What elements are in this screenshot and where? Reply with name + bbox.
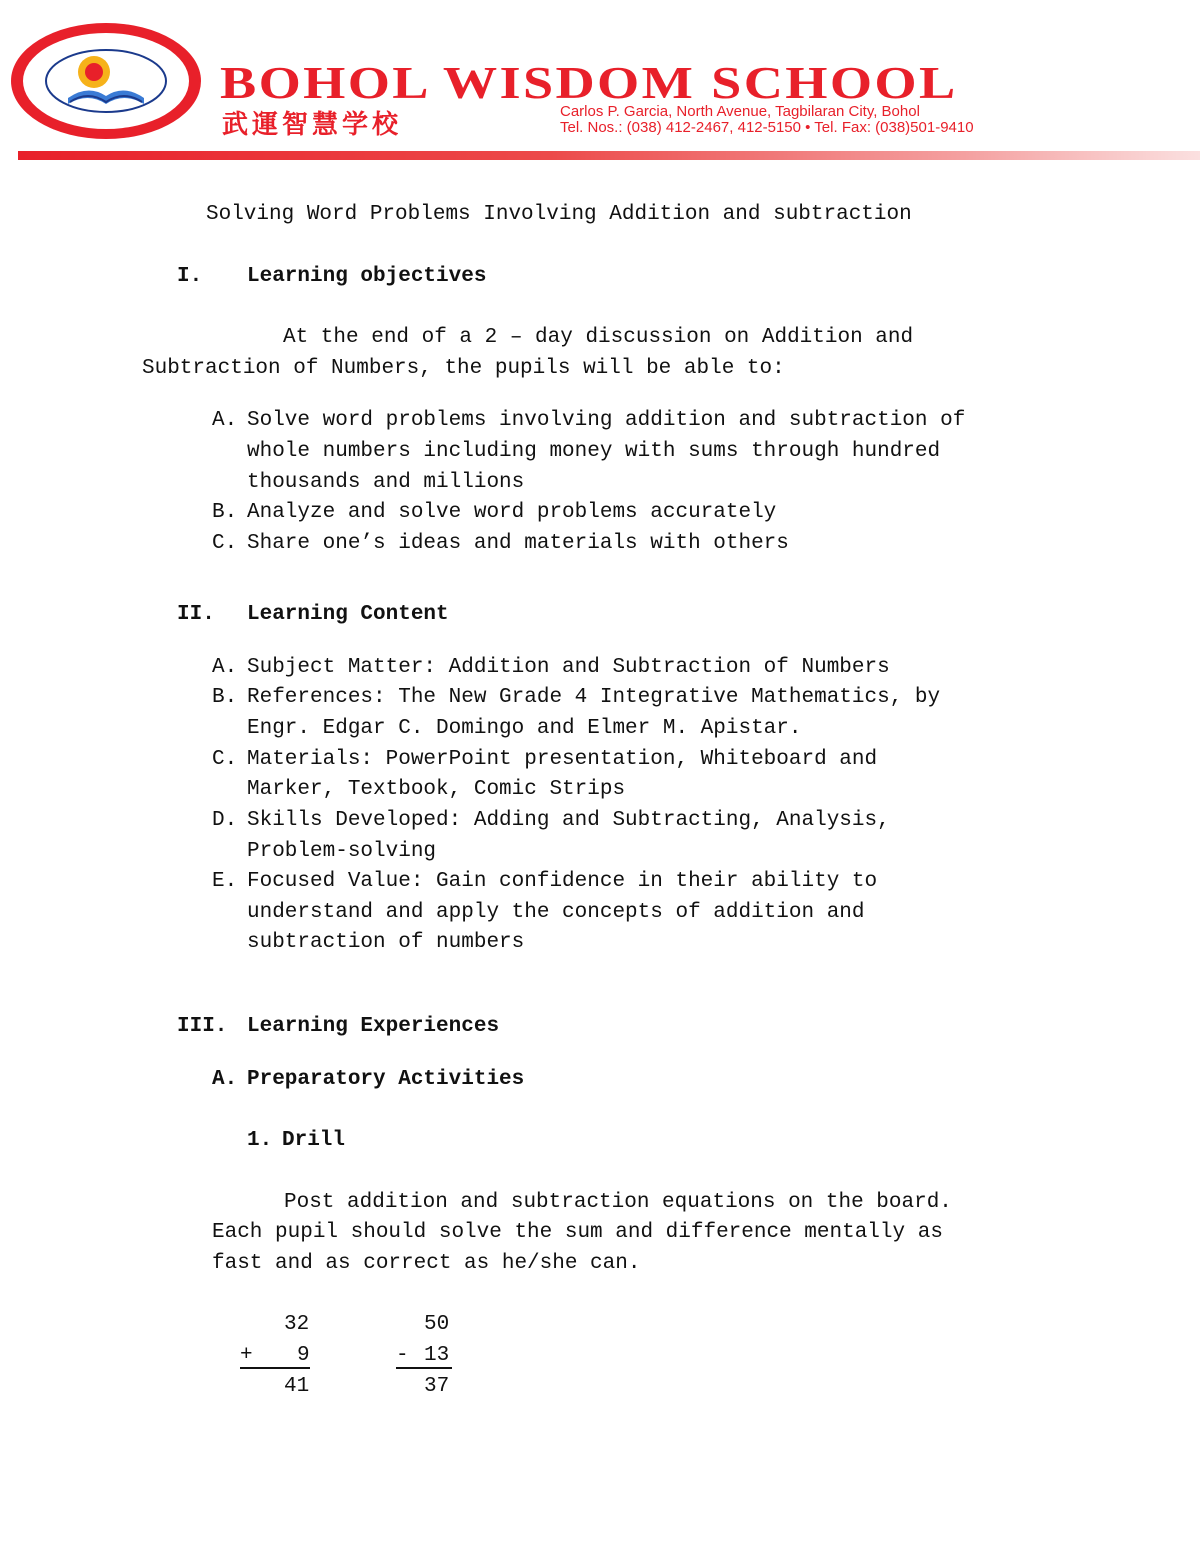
objectives-intro: At the end of a 2 – day discussion on Addition and bbox=[283, 326, 914, 349]
list-item-text: Share one’s ideas and materials with others bbox=[247, 532, 789, 555]
section-heading: Learning Experiences bbox=[247, 1015, 500, 1038]
operator: - bbox=[396, 1344, 409, 1367]
list-item-text: thousands and millions bbox=[247, 471, 525, 494]
operand-bottom: 13 bbox=[424, 1344, 450, 1367]
header-divider bbox=[18, 151, 1200, 160]
answer-line bbox=[240, 1367, 310, 1369]
list-item-letter: B. bbox=[212, 501, 238, 524]
list-item-letter: A. bbox=[212, 656, 238, 679]
list-item-letter: E. bbox=[212, 870, 238, 893]
list-item-text: Engr. Edgar C. Domingo and Elmer M. Apistar. bbox=[247, 717, 802, 740]
answer-line bbox=[396, 1367, 452, 1369]
list-item-text: References: The New Grade 4 Integrative Mathematics, by bbox=[247, 686, 941, 709]
section-numeral: II. bbox=[177, 603, 215, 626]
list-item-text: subtraction of numbers bbox=[247, 931, 525, 954]
operand-top: 50 bbox=[424, 1313, 450, 1336]
result: 37 bbox=[424, 1375, 450, 1398]
list-item-text: Focused Value: Gain confidence in their ability to bbox=[247, 870, 878, 893]
school-contact bbox=[560, 104, 974, 136]
list-item-text: Materials: PowerPoint presentation, Whiteboard and bbox=[247, 748, 878, 771]
list-item-letter: C. bbox=[212, 532, 238, 555]
list-item-text: understand and apply the concepts of addition and bbox=[247, 901, 865, 924]
list-item-text: whole numbers including money with sums through hundred bbox=[247, 440, 941, 463]
list-item-text: Subject Matter: Addition and Subtraction of Numbers bbox=[247, 656, 890, 679]
list-item-letter: C. bbox=[212, 748, 238, 771]
list-item-text: Problem-solving bbox=[247, 840, 437, 863]
section-numeral: I. bbox=[177, 265, 203, 288]
objectives-intro: Subtraction of Numbers, the pupils will be able to: bbox=[142, 357, 785, 380]
document-title: Solving Word Problems Involving Addition and subtraction bbox=[206, 203, 912, 226]
school-name: BOHOL WISDOM SCHOOL bbox=[220, 57, 958, 108]
list-item-text: Analyze and solve word problems accurately bbox=[247, 501, 777, 524]
list-item-letter: D. bbox=[212, 809, 238, 832]
activity-heading: Drill bbox=[282, 1129, 346, 1152]
list-item-letter: B. bbox=[212, 686, 238, 709]
school-address: Carlos P. Garcia, North Avenue, Tagbilaran City, Bohol bbox=[560, 103, 920, 120]
activity-instructions: Post addition and subtraction equations on the board. bbox=[284, 1191, 952, 1214]
operator: + bbox=[240, 1344, 253, 1367]
section-heading: Learning objectives bbox=[247, 265, 487, 288]
school-telephone: Tel. Nos.: (038) 412-2467, 412-5150 • Tel. Fax: (038)501-9410 bbox=[560, 119, 974, 136]
section-heading: Learning Content bbox=[247, 603, 449, 626]
operand-bottom: 9 bbox=[297, 1344, 310, 1367]
section-numeral: III. bbox=[177, 1015, 228, 1038]
activity-instructions: Each pupil should solve the sum and difference mentally as bbox=[212, 1221, 943, 1244]
subsection-letter: A. bbox=[212, 1068, 238, 1091]
activity-number: 1. bbox=[247, 1129, 273, 1152]
list-item-text: Skills Developed: Adding and Subtracting, Analysis, bbox=[247, 809, 890, 832]
list-item-letter: A. bbox=[212, 409, 238, 432]
operand-top: 32 bbox=[284, 1313, 310, 1336]
subsection-heading: Preparatory Activities bbox=[247, 1068, 525, 1091]
list-item-text: Solve word problems involving addition and subtraction of bbox=[247, 409, 966, 432]
result: 41 bbox=[284, 1375, 310, 1398]
school-name-chinese: 武運智慧学校 bbox=[222, 110, 403, 140]
school-seal-logo bbox=[8, 20, 204, 142]
list-item-text: Marker, Textbook, Comic Strips bbox=[247, 778, 626, 801]
activity-instructions: fast and as correct as he/she can. bbox=[212, 1252, 641, 1275]
